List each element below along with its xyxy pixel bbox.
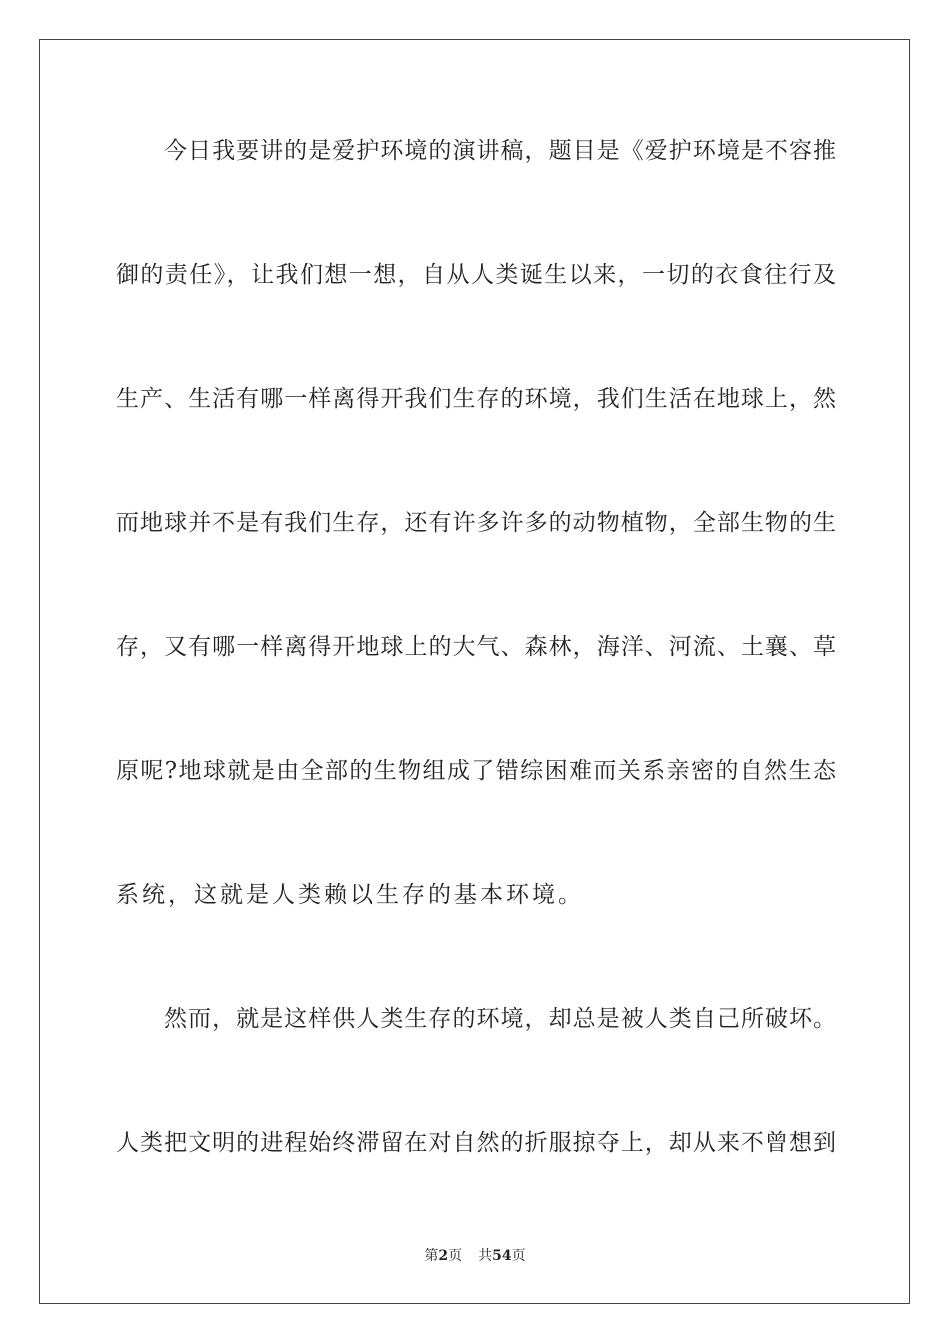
- page-number: 2: [438, 1248, 449, 1264]
- paragraph-line-8: 然而，就是这样供人类生存的环境，却总是被人类自己所破坏。: [164, 1006, 836, 1032]
- paragraph-line-6: 原呢?地球就是由全部的生物组成了错综困难而关系亲密的自然生态: [116, 758, 836, 784]
- page-footer: [0, 1246, 950, 1266]
- paragraph-line-3: 生产、生活有哪一样离得开我们生存的环境，我们生活在地球上，然: [116, 386, 836, 412]
- page-prefix: 第: [424, 1248, 439, 1264]
- total-prefix: 共: [478, 1248, 493, 1264]
- paragraph-line-4: 而地球并不是有我们生存，还有许多许多的动物植物，全部生物的生: [116, 510, 836, 536]
- total-suffix: 页: [511, 1248, 526, 1264]
- page-suffix: 页: [448, 1248, 463, 1264]
- paragraph-line-9: 人类把文明的进程始终滞留在对自然的折服掠夺上，却从来不曾想到: [116, 1130, 836, 1156]
- paragraph-line-7: 系统，这就是人类赖以生存的基本环境。: [116, 882, 584, 908]
- total-pages: 54: [492, 1248, 512, 1264]
- paragraph-line-5: 存，又有哪一样离得开地球上的大气、森林，海洋、河流、土襄、草: [116, 634, 836, 660]
- page-border: [39, 39, 910, 1304]
- paragraph-line-1: 今日我要讲的是爱护环境的演讲稿，题目是《爱护环境是不容推: [164, 138, 836, 164]
- paragraph-line-2: 御的责任》，让我们想一想，自从人类诞生以来，一切的衣食往行及: [116, 262, 836, 288]
